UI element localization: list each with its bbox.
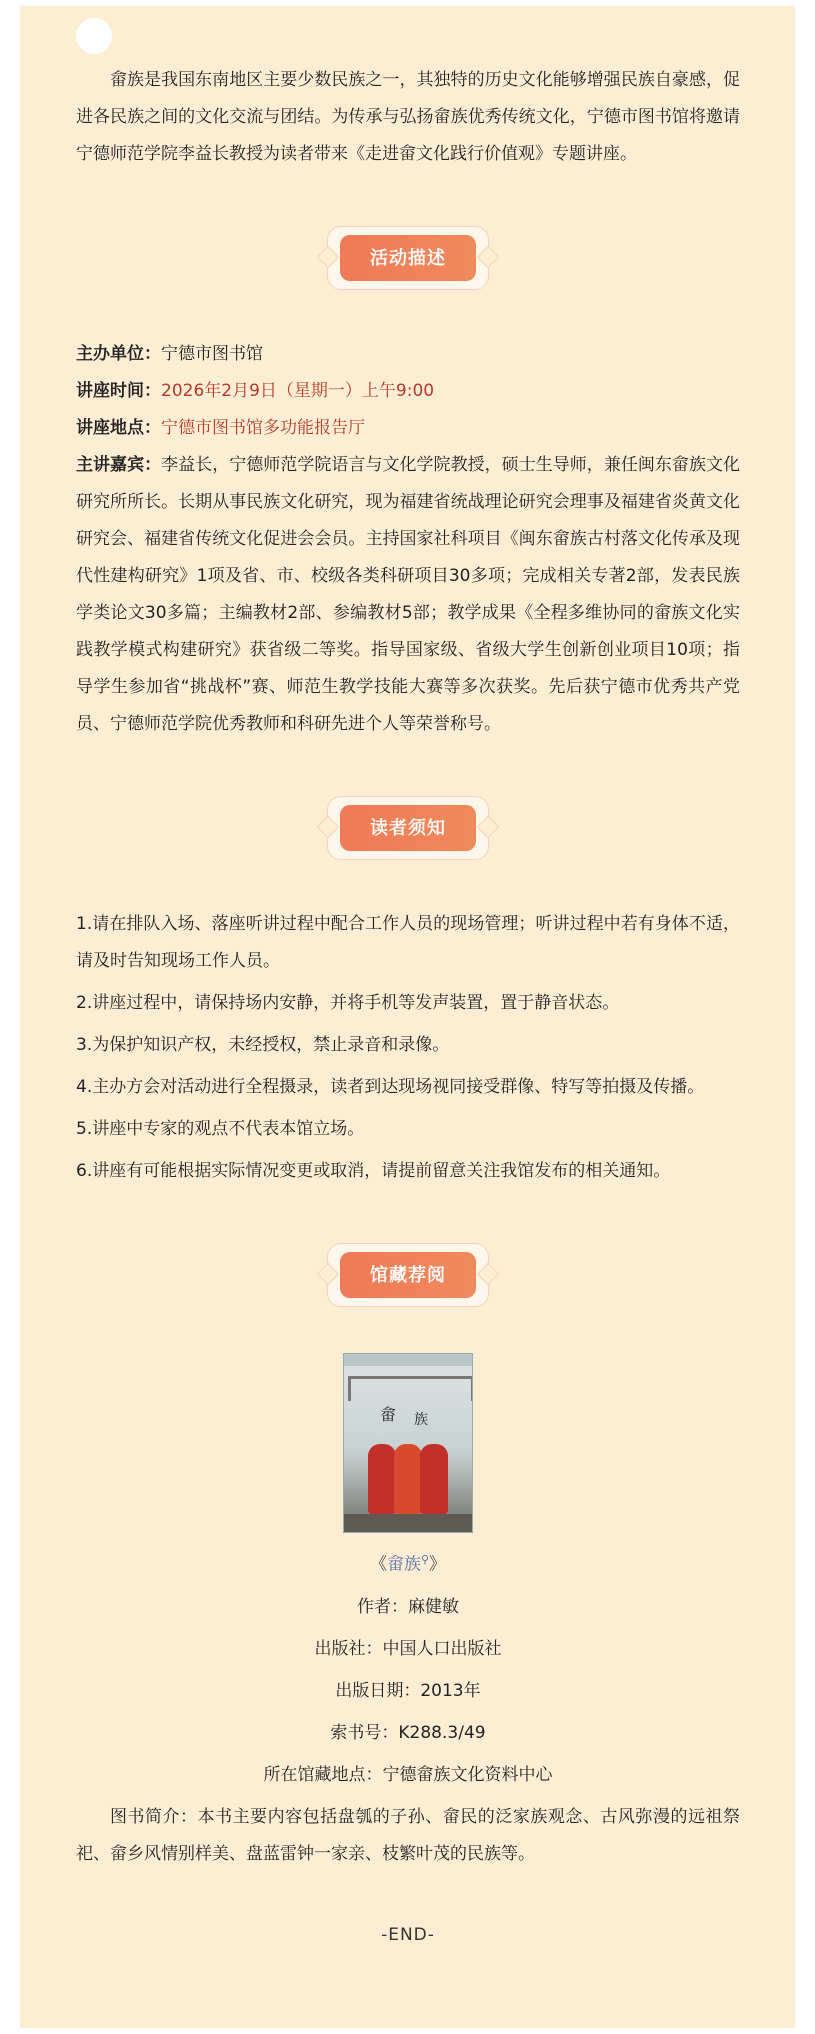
rule-item: 5.讲座中专家的观点不代表本馆立场。 xyxy=(76,1119,365,1139)
rule-item: 6.讲座有可能根据实际情况变更或取消，请提前留意关注我馆发布的相关通知。 xyxy=(76,1161,671,1181)
rule-item: 1.请在排队入场、落座听讲过程中配合工作人员的现场管理；听讲过程中若有身体不适，请及时告知现场工作人员。 xyxy=(76,914,740,971)
section-header-activity xyxy=(76,226,740,290)
cover-title: 畲 xyxy=(380,1405,397,1424)
cover-figure xyxy=(368,1444,396,1514)
time-label: 讲座时间： xyxy=(76,381,161,401)
section-badge xyxy=(327,226,489,290)
rule-item: 3.为保护知识产权，未经授权，禁止录音和录像。 xyxy=(76,1035,450,1055)
intro-paragraph: 畲族是我国东南地区主要少数民族之一，其独特的历史文化能够增强民族自豪感，促进各民族之间的文化交流与团结。为传承与弘扬畲族优秀传统文化，宁德市图书馆将邀请宁德师范学院李益长教授为读者带来《走进畲文化践行价值观》专题讲座。 xyxy=(76,70,740,164)
book-description: 图书简介：本书主要内容包括盘瓠的子孙、畲民的泛家族观念、古风弥漫的远祖祭祀、畲乡风情别样美、盘蓝雷钟一家亲、枝繁叶茂的民族等。 xyxy=(76,1806,740,1864)
section-badge xyxy=(327,796,489,860)
book-title-link[interactable]: 畲族 xyxy=(386,1554,421,1575)
book-date: 出版日期：2013年 xyxy=(335,1680,481,1701)
section-header-notice xyxy=(76,796,740,860)
host-value: 宁德市图书馆 xyxy=(161,344,263,364)
info-host xyxy=(76,336,740,373)
place-label: 讲座地点： xyxy=(76,418,161,438)
decorative-dot xyxy=(76,18,112,54)
info-time xyxy=(76,373,740,410)
speaker-label: 主讲嘉宾： xyxy=(76,455,162,475)
cover-figure xyxy=(420,1444,448,1514)
info-speaker xyxy=(76,447,740,743)
section-title-recommend: 馆藏荐阅 xyxy=(340,1252,476,1298)
rule-item: 4.主办方会对活动进行全程摄录，读者到达现场视同接受群像、特写等拍摄及传播。 xyxy=(76,1077,705,1097)
book-title xyxy=(76,1541,740,1584)
rule-item: 2.讲座过程中，请保持场内安静，并将手机等发声装置，置于静音状态。 xyxy=(76,993,620,1013)
activity-info xyxy=(76,336,740,743)
section-title-activity: 活动描述 xyxy=(340,235,476,281)
article-content xyxy=(76,62,740,1954)
cover-band xyxy=(344,1354,472,1366)
cover-roof xyxy=(348,1376,473,1401)
time-value: 2026年2月9日（星期一）上午9:00 xyxy=(161,381,435,401)
book-publisher: 出版社：中国人口出版社 xyxy=(314,1638,502,1659)
reader-rules xyxy=(76,906,740,1190)
speaker-value: 李益长，宁德师范学院语言与文化学院教授，硕士生导师，兼任闽东畲族文化研究所所长。长期从事民族文化研究，现为福建省统战理论研究会理事及福建省炎黄文化研究会、福建省传统文化促进会会员。主持国家社科项目《闽东畲族古村落文化传承及现代性建构研究》1项及省、市、校级各类科研项目30多项；完成相关专著2部，发表民族学类论文30多篇；主编教材2部、参编教材5部；教学成果《全程多维协同的畲族文化实践教学模式构建研究》获省级二等奖。指导国家级、省级大学生创新创业项目10项；指导学生参加省“挑战杯”赛、师范生教学技能大赛等多次获奖。先后获宁德市优秀共产党员、宁德师范学院优秀教师和科研先进个人等荣誉称号。 xyxy=(76,455,741,734)
cover-figure xyxy=(394,1444,422,1514)
search-icon[interactable]: ⚲ xyxy=(420,1553,430,1566)
article-page xyxy=(20,6,795,2028)
book-call-number: 索书号：K288.3/49 xyxy=(330,1722,486,1743)
book-recommendation xyxy=(76,1353,740,1794)
title-close-bracket: 》 xyxy=(429,1554,447,1575)
title-open-bracket: 《 xyxy=(369,1554,387,1575)
book-location: 所在馆藏地点：宁德畲族文化资料中心 xyxy=(263,1764,553,1785)
host-label: 主办单位： xyxy=(76,344,161,364)
book-cover-image[interactable] xyxy=(343,1353,473,1533)
section-title-notice: 读者须知 xyxy=(340,805,476,851)
section-header-recommend xyxy=(76,1243,740,1307)
end-marker: -END- xyxy=(381,1924,435,1945)
book-author: 作者：麻健敏 xyxy=(357,1596,459,1617)
cover-ground xyxy=(344,1514,472,1532)
info-place xyxy=(76,410,740,447)
section-badge xyxy=(327,1243,489,1307)
place-value: 宁德市图书馆多功能报告厅 xyxy=(161,418,365,438)
cover-title-2: 族 xyxy=(414,1412,428,1428)
